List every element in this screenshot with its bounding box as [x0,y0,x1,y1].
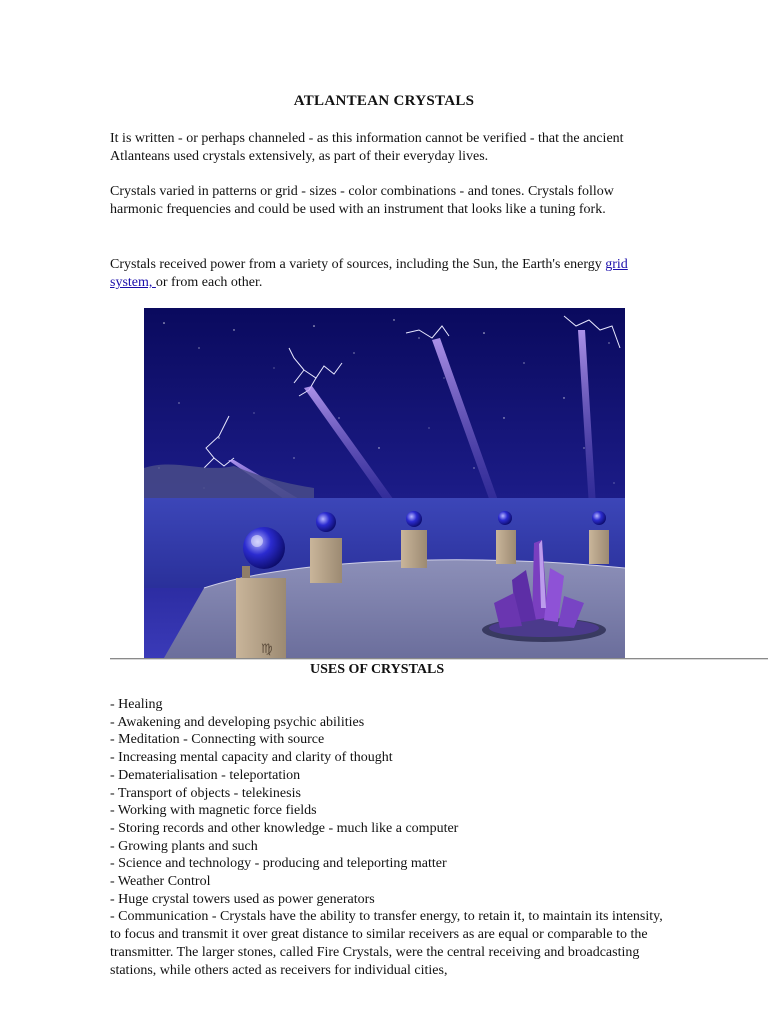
list-item: - Increasing mental capacity and clarity of thought [110,750,393,766]
list-item: - Awakening and developing psychic abilities [110,714,365,730]
page-title: ATLANTEAN CRYSTALS [293,93,475,109]
grid-system-link[interactable]: grid system, [110,257,628,290]
list-item: - Communication - Crystals have the ability to transfer energy, to retain it, to maintain its intensity, to focus and transmit it over great distance to similar receivers as are equal or comparable to the transmitter. The larger stones, called Fire Crystals, were the central receiving and broadcasting stations, while others acted as receivers for individual cities, [110,909,663,978]
list-item: - Meditation - Connecting with source [110,732,325,748]
atlantean-crystals-illustration [144,308,625,658]
paragraph-power-text-end: or from each other. [155,275,263,290]
list-item: - Growing plants and such [110,838,258,854]
uses-list [110,696,670,979]
paragraph-power [110,256,670,292]
list-item: - Dematerialisation - teleportation [110,767,301,783]
paragraph-power-text: Crystals received power from a variety of sources, including the Sun, the Earth's energy [110,257,606,272]
list-item: - Working with magnetic force fields [110,803,317,819]
paragraph-intro: It is written - or perhaps channeled - as this information cannot be verified - that the ancient Atlanteans used crystals extensively, as part of their everyday lives. [110,131,624,164]
section-divider [110,658,768,660]
pedestal-sign: ♍ [261,642,273,657]
paragraph-patterns: Crystals varied in patterns or grid - sizes - color combinations - and tones. Crystals follow harmonic frequencies and could be used with an instrument that looks like a tuning fork. [110,184,614,217]
list-item: - Science and technology - producing and teleporting matter [110,856,447,872]
section-title: USES OF CRYSTALS [310,662,445,677]
list-item: - Weather Control [110,874,211,890]
list-item: - Healing [110,697,163,712]
list-item: - Transport of objects - telekinesis [110,785,301,801]
list-item: - Huge crystal towers used as power generators [110,891,375,907]
list-item: - Storing records and other knowledge - much like a computer [110,820,459,836]
